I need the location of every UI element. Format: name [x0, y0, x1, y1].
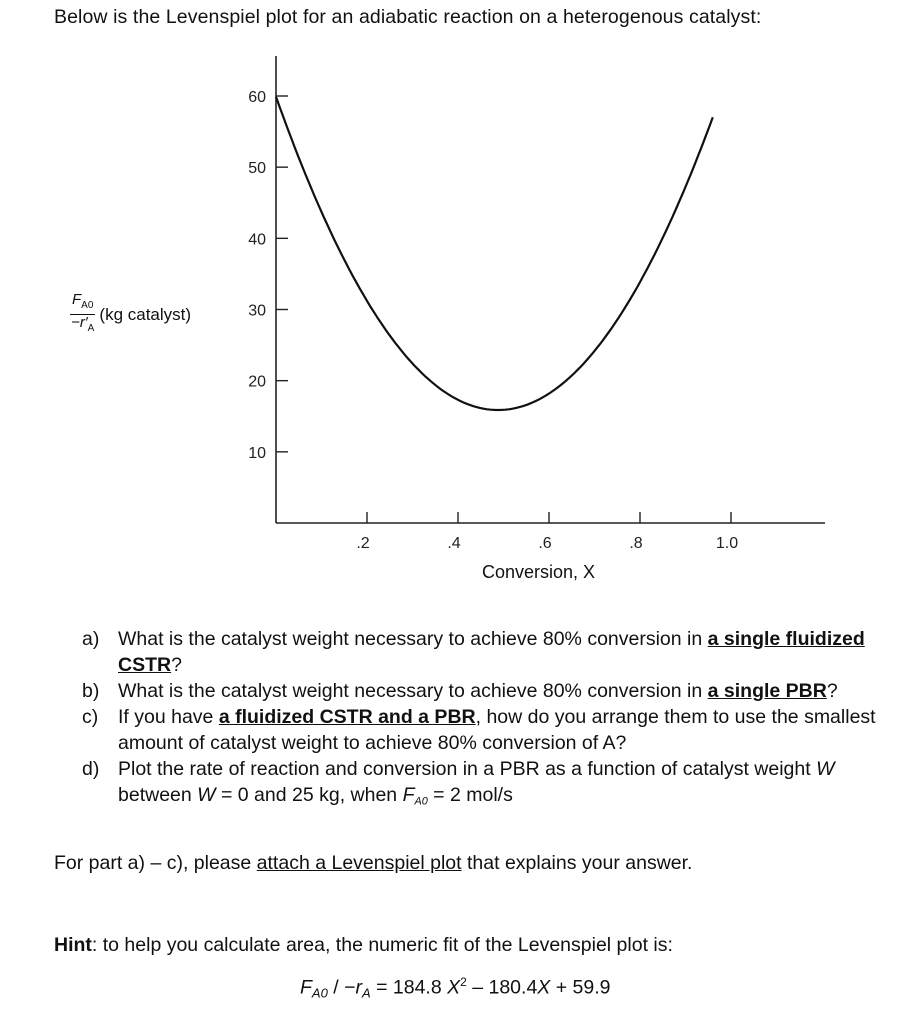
- footnote: For part a) – c), please attach a Levenspiel plot that explains your answer.: [54, 852, 693, 874]
- y-tick-label: 20: [248, 373, 266, 391]
- y-numerator: $F_{A0}$: [70, 292, 95, 315]
- x-axis-label: Conversion, X: [482, 562, 596, 582]
- question-list: [82, 626, 882, 815]
- question-a: a) What is the catalyst weight necessary to achieve 80% conversion in a single fluidized CSTR?: [82, 628, 865, 676]
- y-units: (kg catalyst): [99, 304, 192, 324]
- levenspiel-link[interactable]: attach a Levenspiel plot: [256, 852, 462, 874]
- y-tick-label: 60: [248, 89, 266, 106]
- y-tick-label: 40: [248, 231, 266, 249]
- x-tick-label: .2: [356, 535, 370, 552]
- y-tick-label: 30: [248, 302, 266, 320]
- fit-formula: $F_{A0} / -r_A = 184.8$ $X^2 - 180.4X + 59.9$: [300, 975, 611, 1001]
- y-denominator: $-r'_A$: [71, 314, 95, 334]
- x-tick-label: .6: [538, 535, 552, 552]
- chart-axes: [276, 56, 825, 523]
- y-fraction: [70, 292, 95, 337]
- hint: Hint: to help you calculate area, the numeric fit of the Levenspiel plot is:: [54, 934, 673, 956]
- question-d: d) Plot the rate of reaction and conversion in a PBR as a function of catalyst weight W between W = 0 and 25 kg, when $F_{A0} = 2$ mol/s: [82, 758, 835, 808]
- question-b: b) What is the catalyst weight necessary to achieve 80% conversion in a single PBR?: [82, 680, 838, 702]
- y-ticks: [248, 89, 288, 462]
- intro-text: Below is the Levenspiel plot for an adiabatic reaction on a heterogenous catalyst:: [54, 6, 762, 28]
- x-tick-label: 1.0: [715, 535, 739, 552]
- x-ticks: [356, 512, 738, 552]
- x-tick-label: .4: [447, 535, 461, 552]
- levenspiel-curve: [276, 97, 713, 410]
- y-axis-label: [70, 292, 191, 337]
- question-c: c) If you have a fluidized CSTR and a PBR, how do you arrange them to use the smallest amount of catalyst weight to achieve 80% conversion of A?: [82, 706, 876, 754]
- y-tick-label: 50: [248, 160, 266, 178]
- y-tick-label: 10: [248, 444, 266, 462]
- x-tick-label: .8: [629, 535, 643, 552]
